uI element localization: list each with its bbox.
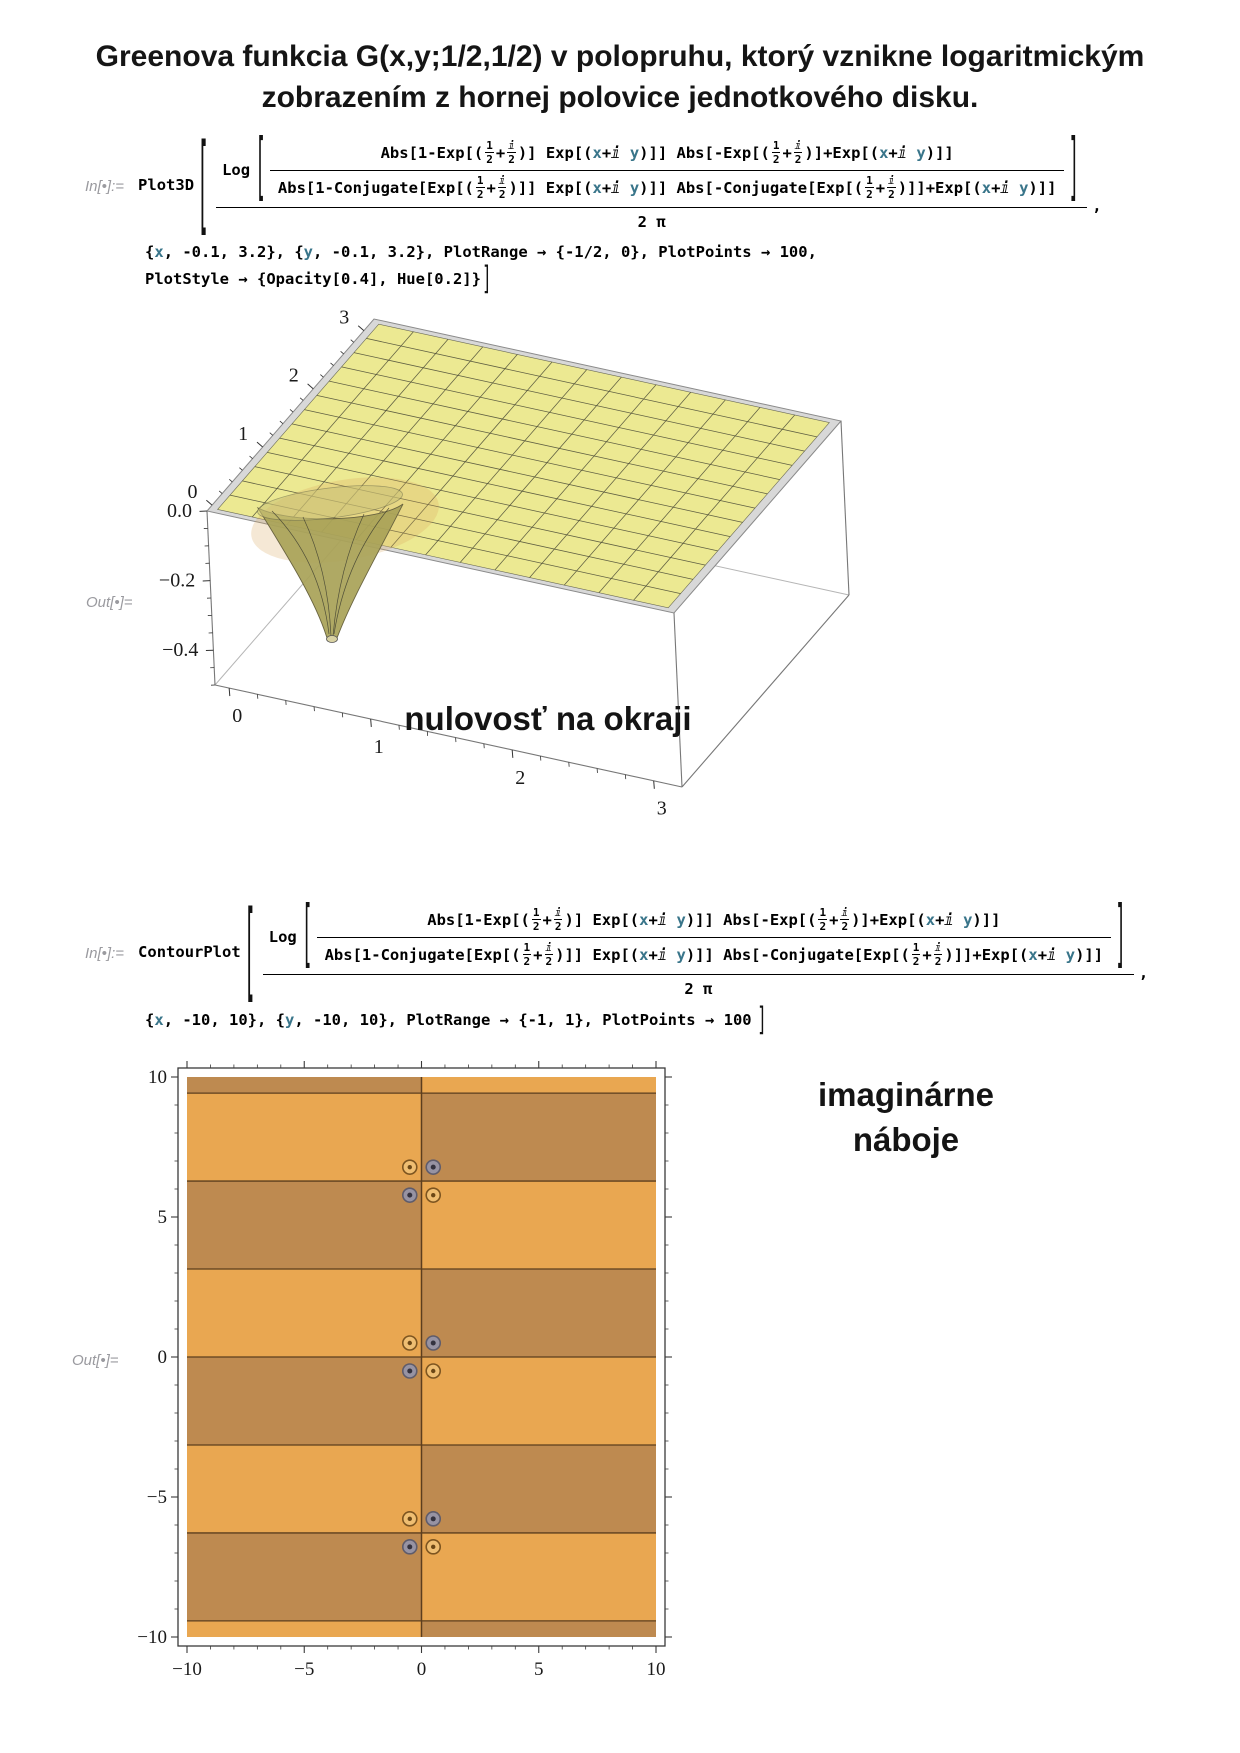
band-left: [187, 1533, 422, 1621]
out-label-1: Out[•]=: [86, 594, 133, 611]
x-tick-label: 1: [373, 735, 384, 758]
input-cell-contourplot[interactable]: [85, 884, 1149, 1039]
plot3d-head: Plot3D: [138, 175, 195, 194]
band-right: [422, 1093, 657, 1181]
y-tick-label: 0: [157, 1347, 167, 1368]
inline-fraction: ⅈ 2: [841, 906, 849, 933]
plot3d-formula-row: [85, 117, 1102, 248]
band-right: [422, 1533, 657, 1621]
log-open-bracket: [: [301, 892, 313, 979]
box-edge: [841, 421, 849, 595]
band-left: [187, 1181, 422, 1269]
image-charge-light: [426, 1364, 440, 1378]
funnel-tip: [327, 636, 338, 643]
inline-fraction: ⅈ 2: [794, 139, 802, 166]
inline-fraction: 1 2: [532, 906, 540, 933]
band-right: [422, 1621, 657, 1637]
inline-fraction: 1 2: [819, 906, 827, 933]
inline-fraction: ⅈ 2: [888, 174, 895, 201]
plot3d-close-bracket: ]: [481, 259, 492, 298]
log-open-bracket: [: [255, 125, 266, 212]
contour-annotation-line1: imaginárne: [817, 1076, 995, 1113]
inner-fraction: [317, 905, 1112, 969]
band-right: [422, 1357, 657, 1445]
contour-scene: [137, 1061, 672, 1680]
image-charge-light: [426, 1188, 440, 1202]
inline-fraction: 1 2: [866, 174, 873, 201]
open-bracket-tall: [: [243, 884, 256, 1015]
band-right: [422, 1269, 657, 1357]
y-tick-label: 0: [187, 480, 198, 503]
y-tick-label: 3: [339, 306, 350, 329]
band-left: [187, 1445, 422, 1533]
band-right: [422, 1445, 657, 1533]
log-head: Log: [268, 928, 297, 946]
x-tick-label: −5: [294, 1659, 315, 1680]
page-title: [0, 36, 1240, 118]
z-tick-label: −0.4: [162, 639, 199, 662]
plot3d-scene: [159, 306, 849, 819]
box-edge: [674, 613, 682, 787]
formula-numerator: Abs[1-Exp[( 1 2 + ⅈ 2 )] Exp[( x +ⅈ y )]] Abs[-Exp[( 1 2 + ⅈ 2 )]+Exp[( x +ⅈ y )]]: [270, 138, 1065, 171]
log-close-bracket: ]: [1115, 892, 1126, 979]
log-head: Log: [222, 161, 251, 179]
in-label-2: In[•]:=: [85, 945, 125, 962]
y-tick-label: 5: [157, 1207, 167, 1228]
band-right: [422, 1077, 657, 1093]
x-tick-label: 3: [656, 797, 667, 820]
image-charge-dark: [426, 1160, 440, 1174]
contour-annotation: [766, 1072, 1046, 1162]
band-right: [422, 1181, 657, 1269]
box-edge: [682, 595, 849, 787]
x-tick-label: 0: [416, 1659, 427, 1680]
formula-denominator: Abs[1-Conjugate[Exp[( 1 2 + ⅈ 2 )]] Exp[( x +ⅈ y )]] Abs[-Conjugate[Exp[( 1 2 + ⅈ 2 )]]+Exp[( x +ⅈ y )]]: [277, 174, 1057, 201]
inline-fraction: 1 2: [523, 941, 531, 968]
inline-fraction: ⅈ 2: [498, 174, 506, 201]
inline-fraction: ⅈ 2: [934, 941, 942, 968]
inline-fraction: ⅈ 2: [508, 139, 515, 166]
y-tick-label: 10: [148, 1067, 167, 1088]
two-pi-denominator: 2 π: [263, 974, 1134, 998]
box-edge: [215, 685, 682, 787]
image-charge-dark: [426, 1336, 440, 1350]
comma: ,: [1092, 197, 1102, 215]
x-tick-label: −10: [172, 1659, 202, 1680]
plot3d-options-line2: PlotStyle → {Opacity[0.4], Hue[0.2]} ]: [145, 259, 492, 298]
input-cell-plot3d[interactable]: [85, 117, 1102, 298]
image-charge-light: [426, 1540, 440, 1554]
contourplot-head: ContourPlot: [138, 942, 241, 961]
band-left: [187, 1357, 422, 1445]
inline-fraction: ⅈ 2: [554, 906, 562, 933]
y-tick-label: 2: [288, 364, 299, 387]
outer-fraction: [216, 125, 1087, 231]
log-close-bracket: ]: [1068, 125, 1080, 212]
x-tick-label: 2: [515, 766, 526, 789]
inline-fraction: ⅈ 2: [545, 941, 553, 968]
plot3d-annotation: nulovosť na okraji: [404, 700, 692, 737]
x-tick-label: 0: [232, 705, 243, 728]
comma: ,: [1138, 964, 1149, 982]
formula-numerator: Abs[1-Exp[( 1 2 + ⅈ 2 )] Exp[( x +ⅈ y )]] Abs[-Exp[( 1 2 + ⅈ 2 )]+Exp[( x +ⅈ y )]]: [317, 905, 1112, 938]
band-left: [187, 1077, 422, 1093]
band-left: [187, 1269, 422, 1357]
contourplot-formula-row: [85, 884, 1149, 1015]
image-charge-dark: [426, 1512, 440, 1526]
inline-fraction: 1 2: [476, 174, 484, 201]
inner-fraction: [270, 138, 1065, 202]
open-bracket-tall: [: [197, 117, 210, 248]
x-tick-label: 5: [534, 1659, 544, 1680]
contour-plot-graphic[interactable]: [128, 1054, 748, 1719]
outer-fraction: [263, 892, 1134, 998]
inline-fraction: 1 2: [912, 941, 920, 968]
formula-denominator: Abs[1-Conjugate[Exp[( 1 2 + ⅈ 2 )]] Exp[( x +ⅈ y )]] Abs[-Conjugate[Exp[( 1 2 + ⅈ 2 )]]+Exp[( x +ⅈ y )]]: [324, 941, 1104, 968]
singularity-funnel: [258, 504, 403, 638]
image-charge-light: [403, 1512, 417, 1526]
contourplot-options-line: {x, -10, 10}, {y, -10, 10}, PlotRange → {-1, 1}, PlotPoints → 100 ]: [145, 1000, 767, 1039]
x-tick-label: 10: [646, 1659, 666, 1680]
title-line2: zobrazením z hornej polovice jednotkového disku.: [261, 81, 979, 114]
y-tick-label: −10: [137, 1627, 167, 1648]
z-tick-label: 0.0: [167, 500, 193, 522]
title-line1: Greenova funkcia G(x,y;1/2,1/2) v polopruhu, ktorý vznikne logaritmickým: [95, 40, 1145, 73]
out-label-2: Out[•]=: [72, 1352, 119, 1369]
image-charge-dark: [403, 1364, 417, 1378]
image-charge-light: [403, 1336, 417, 1350]
image-charge-light: [403, 1160, 417, 1174]
contourplot-close-bracket: ]: [757, 1000, 767, 1039]
contour-annotation-line2: náboje: [852, 1121, 960, 1158]
image-charge-dark: [403, 1540, 417, 1554]
inline-fraction: 1 2: [772, 139, 780, 166]
z-tick-label: −0.2: [158, 569, 196, 592]
two-pi-denominator: 2 π: [216, 207, 1087, 231]
plot3d-options-line1: {x, -0.1, 3.2}, {y, -0.1, 3.2}, PlotRange → {-1/2, 0}, PlotPoints → 100,: [145, 243, 817, 261]
image-charge-dark: [403, 1188, 417, 1202]
band-left: [187, 1621, 422, 1637]
plot3d-graphic[interactable]: [140, 298, 900, 823]
inline-fraction: 1 2: [486, 139, 493, 166]
band-left: [187, 1093, 422, 1181]
in-label-1: In[•]:=: [85, 178, 125, 195]
y-tick-label: 1: [238, 422, 249, 445]
y-tick-label: −5: [146, 1487, 167, 1508]
